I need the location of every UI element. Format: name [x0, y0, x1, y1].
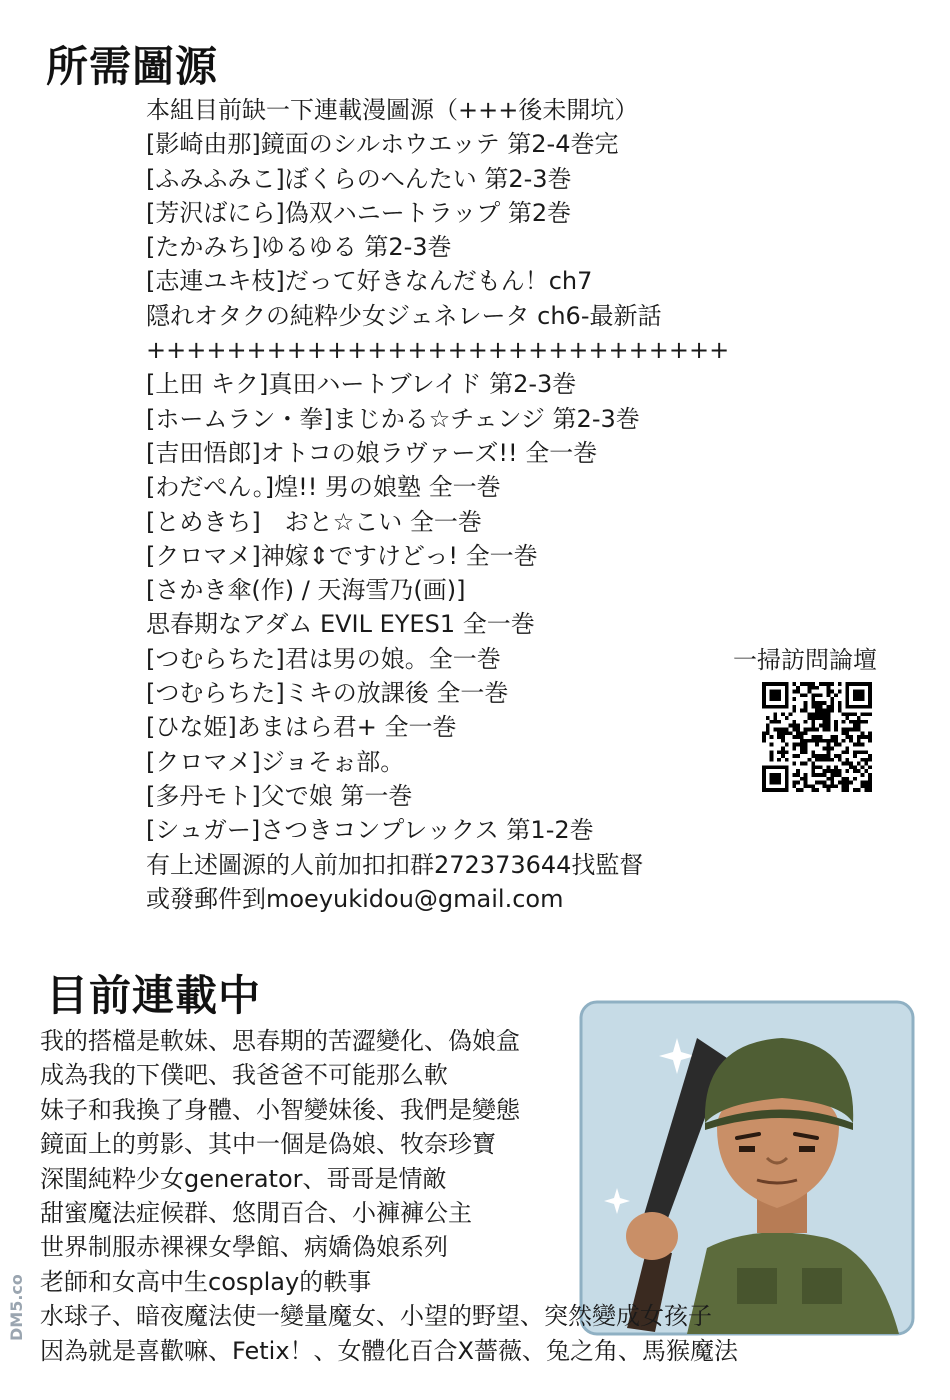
- list-item: 老師和女高中生cosplay的軼事: [40, 1267, 372, 1296]
- list-item: [つむらちた]君は男の娘。全一巻: [146, 644, 501, 673]
- required-sources-list: [146, 93, 746, 916]
- list-item: [クロマメ]神嫁⇕ですけどっ! 全一巻: [146, 541, 538, 570]
- qr-code-icon[interactable]: [762, 682, 872, 792]
- list-item: 我的搭檔是軟妹、思春期的苦澀變化、偽娘盒: [40, 1027, 520, 1055]
- serializing-list: [40, 1024, 900, 1368]
- list-item: 隠れオタクの純粋少女ジェネレータ ch6-最新話: [146, 301, 662, 330]
- list-item: 本組目前缺一下連載漫圖源（+++後未開坑）: [146, 96, 639, 124]
- list-item: [たかみち]ゆるゆる 第2-3巻: [146, 233, 452, 262]
- list-item: 深閨純粋少女generator、哥哥是情敵: [40, 1164, 447, 1193]
- section-title-now-serializing: 目前連載中: [46, 971, 262, 1020]
- list-item: [シュガー]さつきコンプレックス 第1-2巻: [146, 816, 594, 845]
- section-title-required-sources: 所需圖源: [46, 42, 219, 91]
- list-item: [芳沢ばにら]偽双ハニートラップ 第2巻: [146, 198, 572, 227]
- watermark-text: DM5.com: [7, 1275, 26, 1341]
- list-item: [影崎由那]鏡面のシルホウエッテ 第2-4巻完: [146, 130, 619, 159]
- list-item: 世界制服赤裸裸女學館、病嬌偽娘系列: [40, 1233, 448, 1262]
- separator-line: +++++++++++++++++++++++++++++: [146, 336, 730, 365]
- list-item: 妹子和我換了身體、小智變妹後、我們是變態: [40, 1095, 520, 1124]
- list-item: [とめきち] おと☆こい 全一巻: [146, 507, 482, 536]
- watermark-logo-icon: [0, 1275, 40, 1345]
- list-item: 鏡面上的剪影、其中一個是偽娘、牧奈珍寶: [40, 1130, 496, 1159]
- contact-email-line: 或發郵件到moeyukidou@gmail.com: [146, 884, 564, 913]
- list-item: [わだぺん。]煌!! 男の娘塾 全一巻: [146, 473, 501, 502]
- list-item: [つむらちた]ミキの放課後 全一巻: [146, 679, 509, 708]
- list-item: 因為就是喜歡嘛、Fetix！、女體化百合X薔薇、兔之角、馬猴魔法: [40, 1336, 738, 1365]
- list-item: 水球子、暗夜魔法使一變量魔女、小望的野望、突然變成女孩子: [40, 1302, 712, 1331]
- list-item: [クロマメ]ジョそぉ部。: [146, 747, 405, 776]
- list-item: [ひな姫]あまはら君+ 全一巻: [146, 713, 457, 742]
- contact-qq-line: 有上述圖源的人前加扣扣群272373644找監督: [146, 850, 644, 879]
- list-item: 甜蜜魔法症候群、悠閒百合、小褲褲公主: [40, 1198, 472, 1227]
- list-item: [さかき傘(作) / 天海雪乃(画)]: [146, 576, 466, 605]
- list-item: [ふみふみこ]ぼくらのへんたい 第2-3巻: [146, 164, 572, 193]
- list-item: 成為我的下僕吧、我爸爸不可能那么軟: [40, 1061, 448, 1090]
- list-item: 思春期なアダム EVIL EYES1 全一巻: [146, 610, 535, 639]
- list-item: [志連ユキ枝]だって好きなんだもん！ch7: [146, 267, 593, 296]
- list-item: [ホームラン・拳]まじかる☆チェンジ 第2-3巻: [146, 404, 640, 433]
- qr-caption: 一掃訪問論壇: [733, 646, 877, 674]
- list-item: [吉田悟郎]オトコの娘ラヴァーズ!! 全一巻: [146, 438, 598, 467]
- list-item: [上田 キク]真田ハートブレイド 第2-3巻: [146, 370, 577, 399]
- list-item: [多丹モト]父で娘 第一巻: [146, 781, 413, 810]
